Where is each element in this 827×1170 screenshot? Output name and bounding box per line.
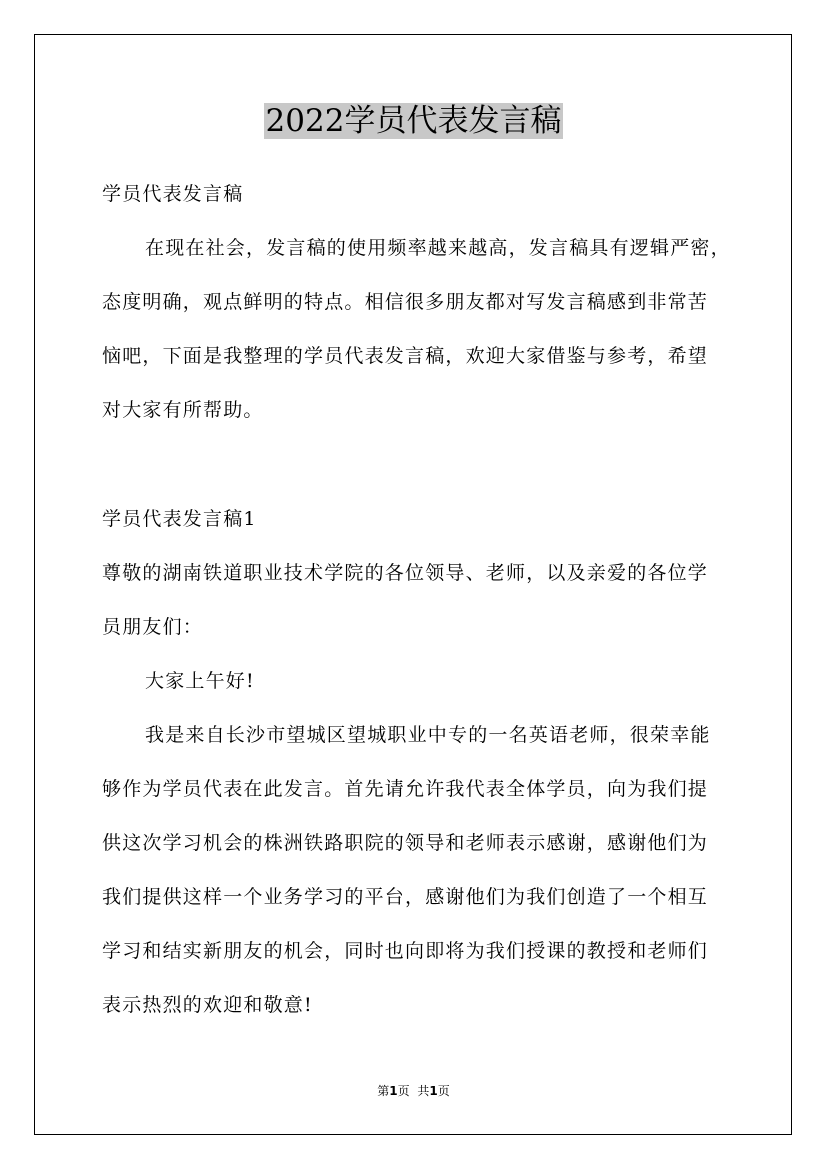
page-suffix: 页 — [397, 1084, 410, 1098]
body-line-4: 我们提供这样一个业务学习的平台，感谢他们为我们创造了一个相互 — [102, 886, 709, 908]
intro-line-2: 态度明确，观点鲜明的特点。相信很多朋友都对写发言稿感到非常苦 — [102, 291, 709, 313]
page-footer — [0, 1083, 827, 1099]
intro-line-3: 恼吧，下面是我整理的学员代表发言稿，欢迎大家借鉴与参考，希望 — [102, 345, 709, 367]
total-pages: 1 — [429, 1084, 438, 1098]
intro-line-1: 在现在社会，发言稿的使用频率越来越高，发言稿具有逻辑严密， — [145, 237, 731, 259]
section-title: 学员代表发言稿1 — [102, 508, 257, 530]
salutation-line-2: 员朋友们： — [102, 616, 204, 638]
salutation-line-1: 尊敬的湖南铁道职业技术学院的各位领导、老师，以及亲爱的各位学 — [102, 562, 709, 584]
total-prefix: 共 — [417, 1084, 430, 1098]
document-title-text: 2022学员代表发言稿 — [265, 103, 562, 139]
body-line-1: 我是来自长沙市望城区望城职业中专的一名英语老师，很荣幸能 — [145, 724, 711, 746]
intro-line-4: 对大家有所帮助。 — [102, 399, 264, 421]
page-number: 1 — [389, 1084, 398, 1098]
greeting: 大家上午好! — [145, 670, 255, 692]
body-line-2: 够作为学员代表在此发言。首先请允许我代表全体学员，向为我们提 — [102, 778, 709, 800]
total-suffix: 页 — [437, 1084, 450, 1098]
body-line-6: 表示热烈的欢迎和敬意! — [102, 994, 313, 1016]
page-prefix: 第 — [377, 1084, 390, 1098]
document-subtitle: 学员代表发言稿 — [102, 183, 244, 205]
document-title — [0, 98, 827, 144]
body-line-5: 学习和结实新朋友的机会，同时也向即将为我们授课的教授和老师们 — [102, 940, 709, 962]
body-line-3: 供这次学习机会的株洲铁路职院的领导和老师表示感谢，感谢他们为 — [102, 832, 709, 854]
